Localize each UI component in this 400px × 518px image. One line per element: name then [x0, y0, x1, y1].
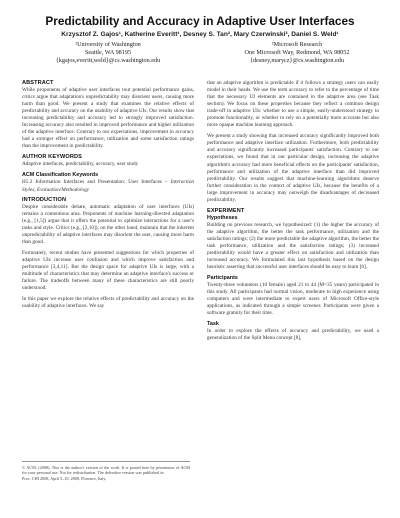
task-text: In order to explore the effects of accuracy and predictability, we used a generalization of the Split Menu concept [8], [207, 328, 379, 342]
intro-paragraph-3: In this paper we explore the relative effects of predictability and accuracy on the usability of adaptive interfaces. We say [22, 296, 194, 310]
introduction-heading: INTRODUCTION [22, 196, 67, 203]
keywords-heading: AUTHOR KEYWORDS [22, 154, 82, 161]
abstract-text: While proponents of adaptive user interfaces tout potential performance gains, critics argue that adaptation's unpredictability may disorient users, causing more harm than good. We present a study that examines the relative effects of predictability and accuracy on the usability of adaptive UIs. Our results show that increasing predictability and accuracy led to strongly improved satisfaction. Increasing accuracy also resulted in improved performance and higher utilization of the adaptive interface. Contrary to our expectations, improvement in accuracy had a stronger effect on performance, utilization and some satisfaction ratings than the improvement in predictability. [22, 87, 194, 150]
affiliation-email: {kgajos,everitt,weld}@cs.washington.edu [55, 57, 161, 65]
experiment-heading: EXPERIMENT [207, 207, 245, 214]
left-column [22, 80, 194, 314]
intro-paragraph-2: Fortunately, recent studies have presented suggestions for which properties of adaptive UIs increase user confusion and which improve satisfaction and performance [3,4,11]. But the design space for adaptive UIs is large, with a multitude of characteristics that may determine an adaptive interface's success or failure. The tradeoffs between many of these characteristics are still poorly understood. [22, 249, 194, 292]
task-heading: Task [207, 321, 219, 328]
right-column [207, 80, 379, 346]
hypotheses-heading: Hypotheses [207, 214, 238, 221]
body-paragraph-1: that an adaptive algorithm is predictable if it follows a strategy users can easily model in their heads. We use the term accuracy to refer to the percentage of time that the necessary UI elements are contained in the adaptive area (see Task section). We focus on these properties because they reflect a common design trade-off in adaptive UIs: whether to use a simple, easily-understood strategy to promote functionality, or whether to rely on a potentially more accurate but also more opaque machine learning approach. [207, 80, 379, 129]
venue-text: Proc. CHI 2008, April 5–10, 2008, Florence, Italy. [22, 475, 107, 481]
body-paragraph-2: We present a study showing that increased accuracy significantly improved both performance and adaptive interface utilization. Furthermore, both predictability and accuracy significantly increased participants' satisfaction. Contrary to our expectations, we found that in our particular design, increasing the adaptive algorithm's accuracy had more beneficial effects on the participants' satisfaction, performance and utilization of the adaptive interface than did improved predictability. Our results suggest that machine-learning algorithms deserve further consideration in the context of adaptive UIs, because the benefits of a large improvement in accuracy may outweigh the disadvantages of decreased predictability. [207, 133, 379, 203]
hypotheses-text: Building on previous research, we hypothesized: (1) the higher the accuracy of the adaptive algorithm, the better the task performance, utilization and the satisfaction ratings; (2) the more predictable the adaptive algorithm, the better the task performance, utilization and the satisfaction ratings; (3) increased predictability would have a greater effect on satisfaction and utilization than increased accuracy. We formulated this last hypothesis based on the design heuristic asserting that successful user interfaces should be easy to learn [6]. [207, 221, 379, 271]
affiliation-line: ²Microsoft Research [271, 41, 323, 48]
intro-paragraph-1: Despite considerable debate, automatic adaptation of user interfaces (UIs) remains a contentious area. Proponents of machine learning-directed adaptation (e.g., [1,5]) argue that it offers the potential to optimize interactions for a user's tasks and style. Critics (e.g., [2,10]), on the other hand, maintain that the inherent unpredictability of adaptive interfaces may disorient the user, causing more harm than good. [22, 203, 194, 245]
affiliation-uw [28, 41, 188, 65]
affiliation-msr [212, 41, 382, 65]
author-list: Krzysztof Z. Gajos¹, Katherine Everitt¹, Desney S. Tan², Mary Czerwinski², Daniel S. Weld¹ [61, 31, 339, 38]
paper-title: Predictability and Accuracy in Adaptive User Interfaces [45, 14, 355, 28]
acm-classification-main: H5.2 Information Interfaces and Presentation: User Interfaces – [22, 179, 168, 186]
copyright-footnote [22, 461, 190, 481]
affiliation-line: One Microsoft Way, Redmond, WA 98052 [244, 49, 350, 57]
affiliation-line: Seattle, WA 98195 [84, 49, 132, 57]
affiliation-line: ¹University of Washington [75, 41, 141, 48]
copyright-text: © ACM, (2008). This is the author's version of the work. It is posted here by permission of ACM for your personal use. Not for redistribution. The definitive version was published in [22, 465, 190, 476]
participants-text: Twenty-three volunteers (10 female) aged 21 to 44 (M=35 years) participated in this study. All participants had normal vision, moderate to high experience using computers and were intermediate to expert users of Microsoft Office-style applications, as indicated through a simple screener. Participants were given a software gratuity for their time. [207, 282, 379, 317]
acm-classification-sub: Interaction Styles, Evaluation/Methodology [22, 179, 194, 193]
affiliation-email: {desney,marycz}@cs.washington.edu [250, 57, 344, 65]
participants-heading: Participants [207, 275, 238, 282]
acm-heading: ACM Classification Keywords [22, 172, 99, 179]
acm-classification [22, 179, 194, 193]
keywords-text: Adaptive interfaces, predictability, accuracy, user study [22, 161, 139, 168]
abstract-heading: ABSTRACT [22, 80, 54, 86]
